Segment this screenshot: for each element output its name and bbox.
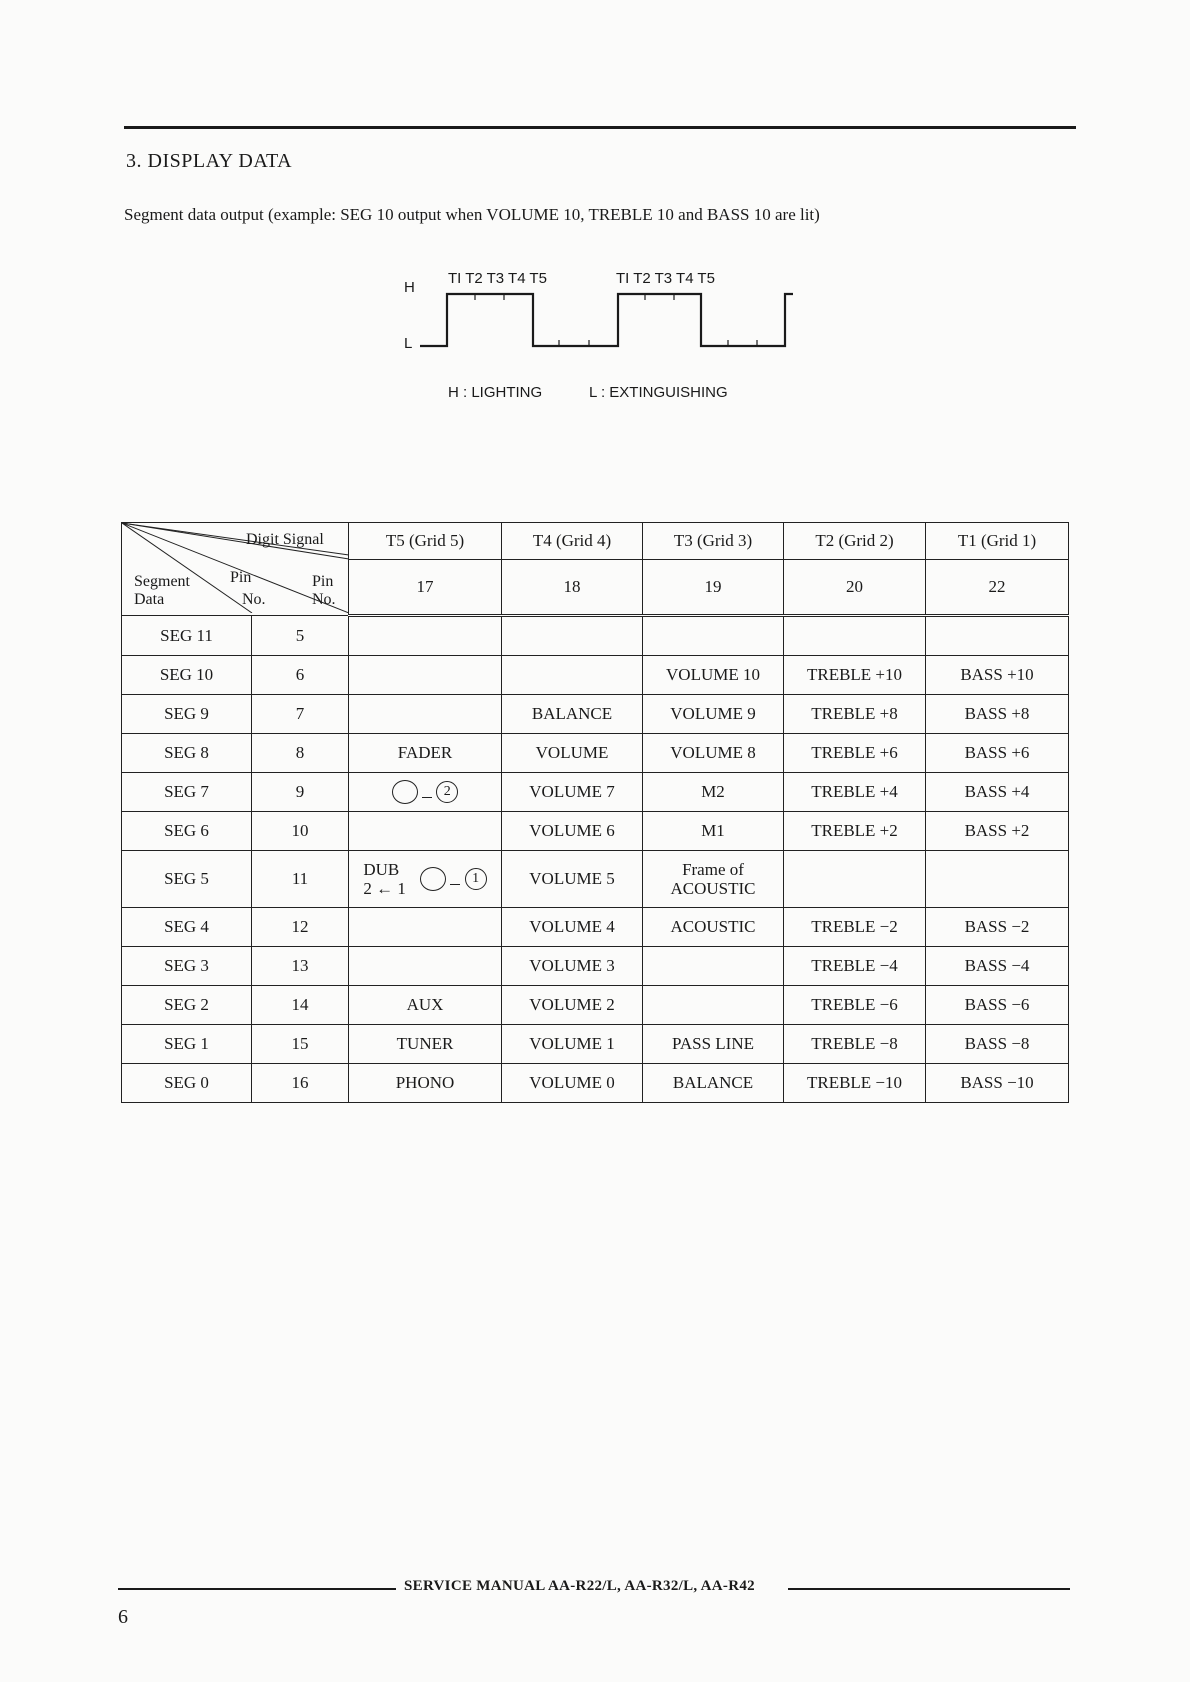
cell-t5: TUNER (349, 1025, 502, 1064)
cell-t4: VOLUME 1 (502, 1025, 643, 1064)
pin-number: 11 (252, 851, 349, 908)
seg-label: SEG 10 (122, 656, 252, 695)
cell-t1: BASS +10 (926, 656, 1069, 695)
corner-pin-1a: Pin (230, 569, 252, 586)
cell-t2: TREBLE −10 (784, 1064, 926, 1103)
table-row (122, 986, 1069, 1025)
cell-t5 (349, 695, 502, 734)
pin-number: 9 (252, 773, 349, 812)
cell-t5 (349, 656, 502, 695)
wave-timing-labels-1: TI T2 T3 T4 T5 (448, 270, 547, 287)
circle-symbol-icon (420, 867, 446, 891)
table-row (122, 773, 1069, 812)
cell-t5 (349, 616, 502, 656)
seg-label: SEG 3 (122, 947, 252, 986)
cell-t4: VOLUME 0 (502, 1064, 643, 1103)
table-row (122, 947, 1069, 986)
table-row (122, 1025, 1069, 1064)
seg-label: SEG 1 (122, 1025, 252, 1064)
circled-number-2-icon: 2 (436, 781, 458, 803)
cell-t4: VOLUME 5 (502, 851, 643, 908)
col-header-t4: T4 (Grid 4) (502, 523, 643, 560)
seg-label: SEG 5 (122, 851, 252, 908)
wave-legend-low: L : EXTINGUISHING (589, 384, 728, 401)
table-corner-header (122, 523, 349, 616)
cell-t5: AUX (349, 986, 502, 1025)
pin-number: 6 (252, 656, 349, 695)
cell-t1 (926, 851, 1069, 908)
cell-t3 (643, 947, 784, 986)
cell-t4: VOLUME 4 (502, 908, 643, 947)
cell-t2: TREBLE +8 (784, 695, 926, 734)
col-pin-t3: 19 (643, 560, 784, 616)
seg-label: SEG 8 (122, 734, 252, 773)
cell-t2: TREBLE −8 (784, 1025, 926, 1064)
cell-t5 (349, 812, 502, 851)
cell-t3 (643, 616, 784, 656)
cell-t3: PASS LINE (643, 1025, 784, 1064)
cell-t4: VOLUME 7 (502, 773, 643, 812)
cell-t4: VOLUME 2 (502, 986, 643, 1025)
wave-legend-high: H : LIGHTING (448, 384, 543, 401)
cell-t1: BASS −4 (926, 947, 1069, 986)
cell-t2: TREBLE +6 (784, 734, 926, 773)
cell-t5: FADER (349, 734, 502, 773)
cell-t1: BASS +4 (926, 773, 1069, 812)
pin-number: 10 (252, 812, 349, 851)
corner-pin-2a: Pin (312, 573, 334, 590)
wave-ticks (475, 294, 757, 346)
cell-t1: BASS −6 (926, 986, 1069, 1025)
pin-number: 13 (252, 947, 349, 986)
pin-number: 12 (252, 908, 349, 947)
table-row (122, 656, 1069, 695)
cell-t2: TREBLE −4 (784, 947, 926, 986)
cell-t4 (502, 656, 643, 695)
corner-segment: Segment (134, 573, 190, 590)
table-row (122, 616, 1069, 656)
corner-digit-signal: Digit Signal (246, 531, 324, 548)
cell-t1: BASS +2 (926, 812, 1069, 851)
cell-t1: BASS −2 (926, 908, 1069, 947)
seg-label: SEG 9 (122, 695, 252, 734)
col-header-t3: T3 (Grid 3) (643, 523, 784, 560)
pin-number: 15 (252, 1025, 349, 1064)
connector-line (422, 797, 432, 798)
seg-label: SEG 11 (122, 616, 252, 656)
cell-t5 (349, 773, 502, 812)
cell-t4 (502, 616, 643, 656)
pin-number: 14 (252, 986, 349, 1025)
display-data-table (121, 522, 1069, 1103)
cell-t3: ACOUSTIC (643, 908, 784, 947)
cell-t2: TREBLE +4 (784, 773, 926, 812)
page-number: 6 (118, 1606, 128, 1628)
col-header-t1: T1 (Grid 1) (926, 523, 1069, 560)
footer-manual-title: SERVICE MANUAL AA-R22/L, AA-R32/L, AA-R42 (400, 1578, 759, 1595)
pin-number: 5 (252, 616, 349, 656)
intro-text: Segment data output (example: SEG 10 output when VOLUME 10, TREBLE 10 and BASS 10 are lit) (124, 205, 820, 224)
cell-t3: M1 (643, 812, 784, 851)
frame-of-label: Frame of (682, 859, 744, 879)
cell-t2 (784, 616, 926, 656)
col-header-t5: T5 (Grid 5) (349, 523, 502, 560)
circled-number-1-icon: 1 (465, 868, 487, 890)
cell-t2: TREBLE +2 (784, 812, 926, 851)
corner-pin-2b: No. (312, 591, 336, 608)
cell-t1: BASS +6 (926, 734, 1069, 773)
col-pin-t4: 18 (502, 560, 643, 616)
cell-t2 (784, 851, 926, 908)
wave-low-label: L (404, 335, 413, 352)
seg-label: SEG 2 (122, 986, 252, 1025)
cell-t1: BASS +8 (926, 695, 1069, 734)
dub-label: DUB (363, 860, 400, 879)
cell-t3: VOLUME 9 (643, 695, 784, 734)
cell-t2: TREBLE −6 (784, 986, 926, 1025)
footer-rule-right (788, 1588, 1070, 1590)
corner-pin-1b: No. (242, 591, 266, 608)
seg-label: SEG 7 (122, 773, 252, 812)
top-rule (124, 126, 1076, 129)
table-row (122, 695, 1069, 734)
col-pin-t2: 20 (784, 560, 926, 616)
cell-t2: TREBLE −2 (784, 908, 926, 947)
wave-timing-labels-2: TI T2 T3 T4 T5 (616, 270, 715, 287)
corner-data: Data (134, 591, 165, 608)
cell-t5 (349, 947, 502, 986)
pin-number: 16 (252, 1064, 349, 1103)
seg-label: SEG 6 (122, 812, 252, 851)
circle-symbol-icon (392, 780, 418, 804)
segment-waveform-diagram (395, 262, 815, 402)
col-pin-t1: 22 (926, 560, 1069, 616)
footer-rule-left (118, 1588, 396, 1590)
cell-t3: VOLUME 10 (643, 656, 784, 695)
table-row (122, 1064, 1069, 1103)
wave-high-label: H (404, 279, 415, 296)
cell-t5 (349, 851, 502, 908)
section-title: 3. DISPLAY DATA (126, 150, 293, 172)
wave-signal (420, 294, 793, 346)
acoustic-label: ACOUSTIC (670, 878, 756, 898)
seg-label: SEG 4 (122, 908, 252, 947)
cell-t4: VOLUME 6 (502, 812, 643, 851)
cell-t3: M2 (643, 773, 784, 812)
table-row (122, 812, 1069, 851)
pin-number: 7 (252, 695, 349, 734)
cell-t5: PHONO (349, 1064, 502, 1103)
cell-t5 (349, 908, 502, 947)
cell-t1: BASS −10 (926, 1064, 1069, 1103)
cell-t2: TREBLE +10 (784, 656, 926, 695)
cell-t3 (643, 986, 784, 1025)
cell-t4: VOLUME 3 (502, 947, 643, 986)
table-row (122, 734, 1069, 773)
connector-line (450, 884, 460, 885)
table-row (122, 908, 1069, 947)
pin-number: 8 (252, 734, 349, 773)
cell-t4: VOLUME (502, 734, 643, 773)
dub-direction: 2 ← 1 (363, 879, 406, 898)
cell-t1: BASS −8 (926, 1025, 1069, 1064)
table-row (122, 851, 1069, 908)
cell-t3: VOLUME 8 (643, 734, 784, 773)
cell-t3 (643, 851, 784, 908)
col-header-t2: T2 (Grid 2) (784, 523, 926, 560)
cell-t3: BALANCE (643, 1064, 784, 1103)
seg-label: SEG 0 (122, 1064, 252, 1103)
col-pin-t5: 17 (349, 560, 502, 616)
cell-t4: BALANCE (502, 695, 643, 734)
cell-t1 (926, 616, 1069, 656)
